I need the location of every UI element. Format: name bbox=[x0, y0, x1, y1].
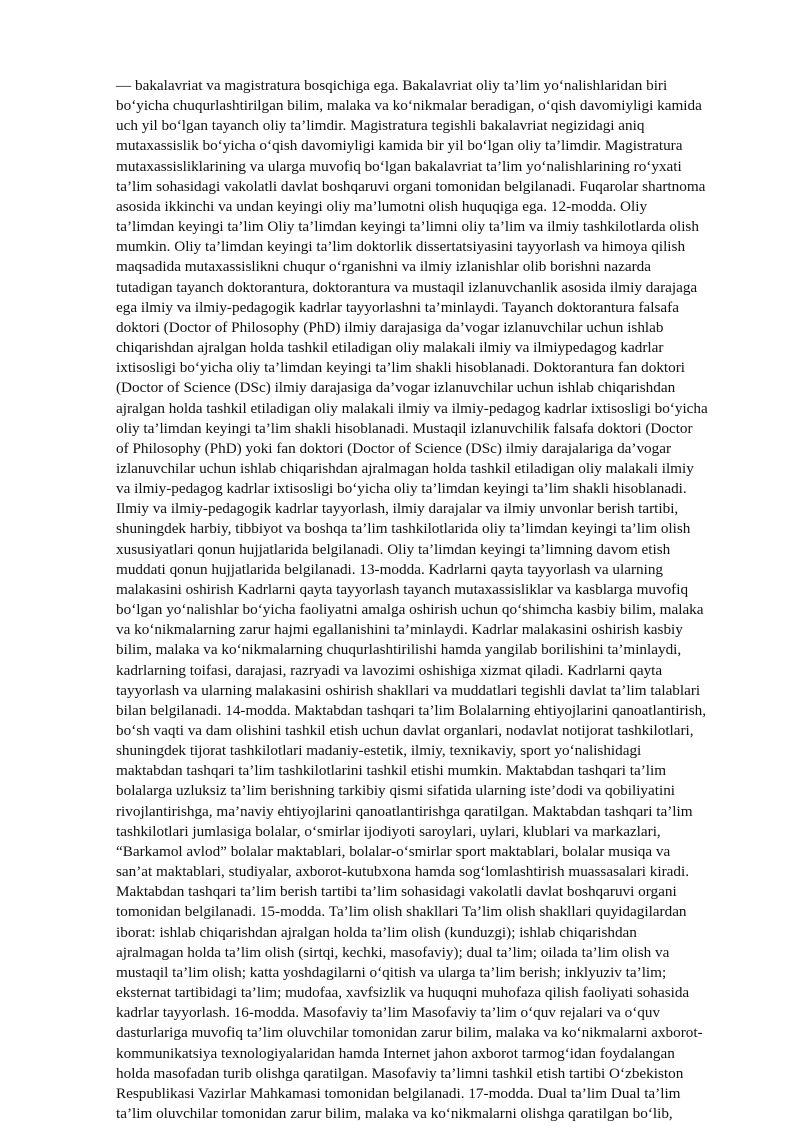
body-text-line: Respublikasi Vazirlar Mahkamasi tomonidan belgilanadi. 17-modda. Dual ta’lim Dual ta’lim bbox=[116, 1084, 681, 1102]
body-text-line: shuningdek tijorat tashkilotlari madaniy-estetik, ilmiy, texnikaviy, sport yo‘nalishidagi bbox=[116, 742, 642, 760]
body-text-line: uch yil bo‘lgan tayanch oliy ta’limdir. Magistratura tegishli bakalavriat negizidagi aniq bbox=[116, 117, 645, 135]
document-body-text bbox=[116, 76, 712, 1124]
body-text-line: mustaqil ta’lim olish; katta yoshdagilarni o‘qitish va ularga ta’lim berish; inklyuziv ta’lim; bbox=[116, 963, 667, 981]
body-text-line: ta’lim oluvchilar tomonidan zarur bilim, malaka va ko‘nikmalarni olishga qaratilgan bo‘lib, bbox=[116, 1104, 673, 1122]
body-text-line: Maktabdan tashqari ta’lim berish tartibi ta’lim sohasidagi vakolatli davlat boshqaruvi organi bbox=[116, 883, 677, 901]
body-text-line: kadrlarning toifasi, darajasi, razryadi va lavozimi oshishiga xizmat qiladi. Kadrlarni qayta bbox=[116, 661, 663, 679]
body-text-line: rivojlantirishga, ma’naviy ehtiyojlarini qanoatlantirishga qaratilgan. Maktabdan tashqari ta’lim bbox=[116, 802, 693, 820]
body-text-line: va ko‘nikmalarning zarur hajmi egallanishini ta’minlaydi. Kadrlar malakasini oshirish kasbiy bbox=[116, 621, 683, 639]
body-text-line: bolalarga uzluksiz ta’lim berishning tarkibiy qismi sifatida ularning iste’dodi va qobiliyatini bbox=[116, 782, 676, 800]
body-text-line: bo‘lgan yo‘nalishlar bo‘yicha faoliyatni amalga oshirish uchun qo‘shimcha kasbiy bilim, malaka bbox=[116, 601, 704, 619]
body-text-line: tutadigan tayanch doktorantura, doktorantura va mustaqil izlanuvchanlik asosida ilmiy darajaga bbox=[116, 278, 698, 296]
body-text-line: — bakalavriat va magistratura bosqichiga ega. Bakalavriat oliy ta’lim yo‘nalishlaridan biri bbox=[116, 77, 668, 94]
body-text-line: ixtisosligi bo‘yicha oliy ta’limdan keyingi ta’lim shakli hisoblanadi. Doktorantura fan doktori bbox=[116, 359, 686, 377]
body-text-line: ajralgan holda tashkil etiladigan oliy malakali ilmiy va ilmiy-pedagog kadrlar ixtisosligi bo‘yicha bbox=[116, 399, 708, 417]
body-text-line: xususiyatlari qonun hujjatlarida belgilanadi. Oliy ta’limdan keyingi ta’limning davom etish bbox=[116, 540, 671, 558]
body-text-line: doktori (Doctor of Philosophy (PhD) ilmiy darajasiga da’vogar izlanuvchilar uchun ishlab bbox=[116, 318, 664, 336]
body-text-line: shuningdek harbiy, tibbiyot va boshqa ta’lim tashkilotlarida oliy ta’limdan keyingi ta’lim olish bbox=[116, 520, 691, 538]
body-text-line: kadrlar tayyorlash. 16-modda. Masofaviy ta’lim Masofaviy ta’lim o‘quv rejalari va o‘quv bbox=[116, 1004, 661, 1022]
body-text-line: bo‘yicha chuqurlashtirilgan bilim, malaka va ko‘nikmalar beradigan, o‘qish davomiyligi kamida bbox=[116, 97, 702, 115]
body-text-line: tayyorlash va ularning malakasini oshirish shakllari va muddatlari tegishli davlat ta’lim talablari bbox=[116, 681, 701, 699]
body-text-line: of Philosophy (PhD) yoki fan doktori (Doctor of Science (DSc) ilmiy darajalariga da’vogar bbox=[116, 439, 672, 457]
body-text-line: chiqarishdan ajralgan holda tashkil etiladigan oliy malakali ilmiy va ilmiypedagog kadrlar bbox=[116, 339, 664, 357]
body-text-line: (Doctor of Science (DSc) ilmiy darajasiga da’vogar izlanuvchilar uchun ishlab chiqarishdan bbox=[116, 379, 676, 397]
body-text-line: san’at maktablari, studiyalar, axborot-kutubxona hamda sog‘lomlashtirish muassasalari kiradi. bbox=[116, 863, 689, 881]
body-text-line: dasturlariga muvofiq ta’lim oluvchilar tomonidan zarur bilim, malaka va ko‘nikmalarni axborot- bbox=[116, 1024, 703, 1042]
body-text-line: ajralmagan holda ta’lim olish (sirtqi, kechki, masofaviy); dual ta’lim; oilada ta’lim olish va bbox=[116, 943, 670, 961]
body-text-line: va ilmiy-pedagog kadrlar ixtisosligi bo‘yicha oliy ta’limdan keyingi ta’lim shakli hisoblanadi. bbox=[116, 480, 687, 498]
body-text-line: tomonidan belgilanadi. 15-modda. Ta’lim olish shakllari Ta’lim olish shakllari quyidagilardan bbox=[116, 903, 687, 921]
body-text-line: ta’lim sohasidagi vakolatli davlat boshqaruvi organi tomonidan belgilanadi. Fuqarolar shartnoma bbox=[116, 177, 706, 195]
body-text-line: muddati qonun hujjatlarida belgilanadi. 13-modda. Kadrlarni qayta tayyorlash va ularning bbox=[116, 560, 664, 578]
body-text-line: maktabdan tashqari ta’lim tashkilotlarini tashkil etishi mumkin. Maktabdan tashqari ta’lim bbox=[116, 762, 667, 780]
body-text-line: holda masofadan turib olishga qaratilgan. Masofaviy ta’limni tashkil etish tartibi O‘zbekiston bbox=[116, 1064, 684, 1082]
body-text-line: ta’limdan keyingi ta’lim Oliy ta’limdan keyingi ta’limni oliy ta’lim va ilmiy tashkilotlarda olish bbox=[116, 218, 699, 236]
body-text-line: iborat: ishlab chiqarishdan ajralgan holda ta’lim olish (kunduzgi); ishlab chiqarishdan bbox=[116, 923, 637, 941]
body-text-line: mutaxassisliklarining va ularga muvofiq bo‘lgan bakalavriat ta’lim yo‘nalishlarining ro‘yxati bbox=[116, 157, 682, 175]
body-text-line: asosida ikkinchi va undan keyingi oliy ma’lumotni olish huquqiga ega. 12-modda. Oliy bbox=[116, 197, 648, 215]
body-text-line: bo‘sh vaqti va dam olishini tashkil etish uchun davlat organlari, nodavlat notijorat tashkilotlari, bbox=[116, 722, 694, 739]
body-text-line: malakasini oshirish Kadrlarni qayta tayyorlash tayanch mutaxassisliklar va kasblarga muvofiq bbox=[116, 580, 689, 598]
body-text-line: mutaxassislik bo‘yicha o‘qish davomiyligi kamida bir yil bo‘lgan oliy ta’limdir. Magistratura bbox=[116, 137, 683, 155]
body-text-line: bilan belgilanadi. 14-modda. Maktabdan tashqari ta’lim Bolalarning ehtiyojlarini qanoatlantirish, bbox=[116, 701, 707, 719]
body-text-line: bilim, malaka va ko‘nikmalarning chuqurlashtirilishi hamda yangilab borilishini ta’minlaydi, bbox=[116, 641, 682, 659]
body-text-line: eksternat tartibidagi ta’lim; mudofaa, xavfsizlik va huquqni muhofaza qilish faoliyati sohasida bbox=[116, 984, 690, 1002]
body-text-line: ega ilmiy va ilmiy-pedagogik kadrlar tayyorlashni ta’minlaydi. Tayanch doktorantura falsafa bbox=[116, 298, 679, 316]
body-text-line: maqsadida mutaxassislikni chuqur o‘rganishni va ilmiy izlanishlar olib borishni nazarda bbox=[116, 258, 651, 276]
body-text-line: kommunikatsiya texnologiyalaridan hamda Internet jahon axborot tarmog‘idan foydalangan bbox=[116, 1044, 675, 1062]
body-text-line: izlanuvchilar uchun ishlab chiqarishdan ajralmagan holda tashkil etiladigan oliy malakali ilmiy bbox=[116, 459, 694, 477]
body-text-line: “Barkamol avlod” bolalar maktablari, bolalar-o‘smirlar sport maktablari, bolalar musiqa va bbox=[116, 842, 671, 860]
body-text-line: mumkin. Oliy ta’limdan keyingi ta’lim doktorlik dissertatsiyasini tayyorlash va himoya qilish bbox=[116, 238, 686, 256]
body-text-line: Ilmiy va ilmiy-pedagogik kadrlar tayyorlash, ilmiy darajalar va ilmiy unvonlar berish tartibi, bbox=[116, 500, 679, 518]
body-text-line: oliy ta’limdan keyingi ta’lim shakli hisoblanadi. Mustaqil izlanuvchilik falsafa doktori (Doctor bbox=[116, 419, 693, 437]
body-text-line: tashkilotlari jumlasiga bolalar, o‘smirlar ijodiyoti saroylari, uylari, klublari va markazlari, bbox=[116, 822, 661, 840]
